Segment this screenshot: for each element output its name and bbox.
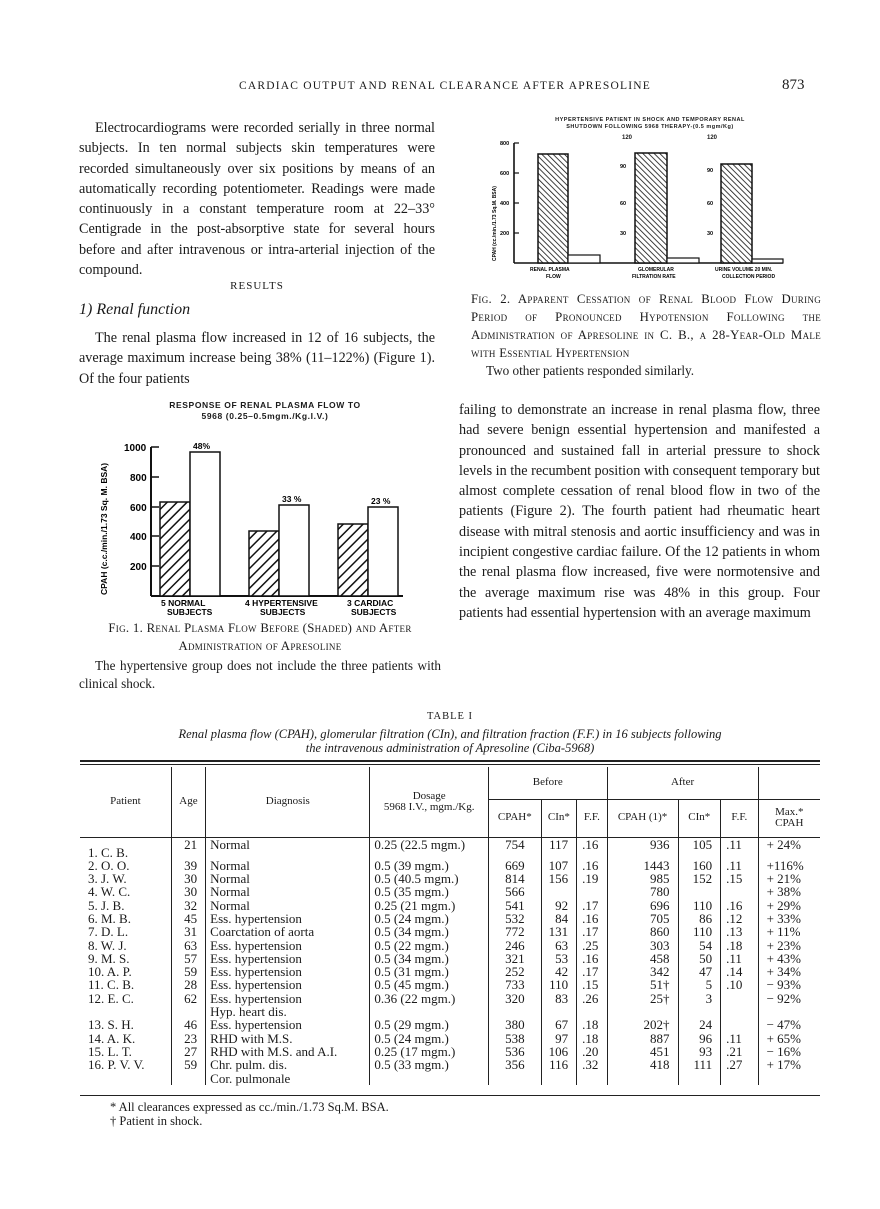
after-cpah-cell: 860: [607, 925, 678, 938]
max-cpah-cell: + 24%: [758, 837, 820, 859]
after-ff-cell: .10: [721, 978, 759, 991]
after-ff-cell: [721, 992, 759, 1019]
table-body: [80, 837, 820, 1085]
col-header-age: Age: [171, 767, 205, 837]
diagnosis-text: Normal: [210, 871, 250, 887]
svg-text:30: 30: [707, 231, 714, 237]
col-header-dosage: [370, 767, 489, 837]
dosage-cell: 0.25 (17 mgm.): [370, 1045, 489, 1058]
diagnosis-text: Ess. hypertension: [210, 990, 302, 1006]
figure-2-note: Two other patients responded similarly.: [486, 363, 695, 378]
figure-1-title-line1: RESPONSE OF RENAL PLASMA FLOW TO: [169, 400, 361, 410]
after-cpah-cell: 985: [607, 872, 678, 885]
before-cpah-cell: 566: [488, 885, 541, 898]
col-header-after-ff: F.F.: [721, 799, 759, 837]
before-ff-cell: .16: [577, 952, 607, 965]
before-cin-cell: 107: [541, 859, 576, 872]
dosage-cell: 0.5 (31 mgm.): [370, 965, 489, 978]
svg-text:GLOMERULAR: GLOMERULAR: [638, 267, 674, 273]
before-cpah-cell: 532: [488, 912, 541, 925]
diagnosis-text: Ess. hypertension: [210, 964, 302, 980]
after-ff-cell: [721, 1018, 759, 1031]
dosage-cell: 0.36 (22 mgm.): [370, 992, 489, 1019]
before-cpah-cell: 541: [488, 899, 541, 912]
patient-cell: 6. M. B.: [88, 910, 131, 926]
after-cin-cell: 105: [678, 837, 721, 859]
dosage-cell: 0.5 (40.5 mgm.): [370, 872, 489, 885]
before-ff-cell: .18: [577, 1032, 607, 1045]
diagnosis-cell: [206, 1058, 370, 1085]
table-row: [80, 952, 820, 965]
diagnosis-text: Ess. hypertension: [210, 977, 302, 993]
after-cin-cell: 111: [678, 1058, 721, 1085]
data-table: [80, 767, 820, 1085]
col-header-before-cin: CIn*: [541, 799, 576, 837]
diagnosis-cell: [206, 872, 370, 885]
before-cpah-cell: 356: [488, 1058, 541, 1085]
dosage-cell: 0.5 (34 mgm.): [370, 952, 489, 965]
max-cpah-cell: + 38%: [758, 885, 820, 898]
svg-text:60: 60: [620, 201, 627, 207]
col-header-diagnosis: Diagnosis: [206, 767, 370, 837]
svg-text:600: 600: [130, 503, 147, 514]
svg-text:SUBJECTS: SUBJECTS: [351, 607, 397, 615]
table-caption-line1: Renal plasma flow (CPAH), glomerular filtration (CIn), and filtration fraction (F.F.) in 16 subjects following: [178, 727, 722, 741]
before-ff-cell: .15: [577, 978, 607, 991]
patient-cell: 3. J. W.: [88, 871, 127, 887]
before-cpah-cell: 814: [488, 872, 541, 885]
age-cell: 30: [171, 885, 205, 898]
before-cin-cell: 116: [541, 1058, 576, 1085]
after-cin-cell: 86: [678, 912, 721, 925]
svg-text:SUBJECTS: SUBJECTS: [260, 607, 306, 615]
svg-text:800: 800: [500, 141, 510, 147]
after-cin-cell: [678, 885, 721, 898]
dosage-cell: 0.25 (21 mgm.): [370, 899, 489, 912]
table-row: [80, 899, 820, 912]
after-cin-cell: 96: [678, 1032, 721, 1045]
diagnosis-text: Ess. hypertension: [210, 950, 302, 966]
subsection-heading: 1) Renal function: [79, 301, 191, 318]
age-cell: 31: [171, 925, 205, 938]
after-cin-cell: 160: [678, 859, 721, 872]
max-cpah-cell: + 29%: [758, 899, 820, 912]
svg-text:48%: 48%: [193, 441, 211, 451]
footnote-clearances: * All clearances expressed as cc./min./1.73 Sq.M. BSA.: [110, 1100, 389, 1114]
before-ff-cell: .25: [577, 939, 607, 952]
age-cell: 23: [171, 1032, 205, 1045]
diagnosis-cell: [206, 837, 370, 859]
diagnosis-text: Normal: [210, 836, 250, 852]
svg-text:1000: 1000: [124, 443, 147, 454]
before-cin-cell: 63: [541, 939, 576, 952]
patient-cell: 11. C. B.: [88, 977, 135, 993]
max-line1: Max.*: [775, 806, 804, 818]
table-row: [80, 978, 820, 991]
after-cin-cell: 50: [678, 952, 721, 965]
diagnosis-cell: [206, 978, 370, 991]
svg-text:30: 30: [620, 231, 627, 237]
after-cpah-cell: 451: [607, 1045, 678, 1058]
svg-text:800: 800: [130, 473, 147, 484]
diagnosis-cell: [206, 912, 370, 925]
max-cpah-cell: − 92%: [758, 992, 820, 1019]
table-caption: [80, 727, 820, 755]
patient-cell: 15. L. T.: [88, 1043, 132, 1059]
svg-text:5 NORMAL: 5 NORMAL: [161, 598, 206, 608]
after-ff-cell: .11: [721, 952, 759, 965]
after-ff-cell: .14: [721, 965, 759, 978]
dosage-cell: 0.5 (45 mgm.): [370, 978, 489, 991]
diagnosis-text: Ess. hypertension: [210, 1017, 302, 1033]
after-ff-cell: [721, 885, 759, 898]
col-header-after: After: [607, 767, 758, 799]
svg-text:60: 60: [707, 201, 714, 207]
svg-text:SUBJECTS: SUBJECTS: [167, 607, 213, 615]
table-row: [80, 872, 820, 885]
patient-cell: 9. M. S.: [88, 950, 130, 966]
max-line2: CPAH: [775, 817, 804, 829]
figure-1-caption: Fig. 1. Renal Plasma Flow Before (Shaded) and After Administration of Apresoline: [108, 621, 412, 653]
svg-text:33 %: 33 %: [282, 494, 302, 504]
age-cell: 21: [171, 837, 205, 859]
table-row: [80, 912, 820, 925]
age-cell: 46: [171, 1018, 205, 1031]
dosage-cell: 0.5 (39 mgm.): [370, 859, 489, 872]
after-cpah-cell: 458: [607, 952, 678, 965]
after-cpah-cell: 51†: [607, 978, 678, 991]
age-cell: 62: [171, 992, 205, 1019]
max-cpah-cell: + 11%: [758, 925, 820, 938]
max-cpah-cell: − 47%: [758, 1018, 820, 1031]
dosage-cell: 0.5 (34 mgm.): [370, 925, 489, 938]
before-ff-cell: .32: [577, 1058, 607, 1085]
patient-cell: 4. W. C.: [88, 884, 131, 900]
diagnosis-cell: [206, 992, 370, 1019]
diagnosis-text-secondary: Cor. pulmonale: [210, 1070, 291, 1086]
svg-text:200: 200: [500, 231, 510, 237]
after-ff-cell: .11: [721, 837, 759, 859]
max-cpah-cell: + 34%: [758, 965, 820, 978]
patient-cell: 1. C. B.: [88, 844, 129, 860]
age-cell: 59: [171, 965, 205, 978]
dosage-cell: 0.5 (24 mgm.): [370, 1032, 489, 1045]
before-cpah-cell: 246: [488, 939, 541, 952]
before-cin-cell: [541, 885, 576, 898]
before-cpah-cell: 754: [488, 837, 541, 859]
after-ff-cell: .16: [721, 899, 759, 912]
after-cpah-cell: 936: [607, 837, 678, 859]
diagnosis-cell: [206, 885, 370, 898]
dosage-cell: 0.5 (29 mgm.): [370, 1018, 489, 1031]
diagnosis-cell: [206, 1045, 370, 1058]
after-cpah-cell: 303: [607, 939, 678, 952]
table-caption-line2: the intravenous administration of Apresoline (Ciba-5968): [305, 741, 595, 755]
col-header-max-spacer: [758, 767, 820, 799]
before-ff-cell: .16: [577, 837, 607, 859]
before-ff-cell: .20: [577, 1045, 607, 1058]
table-row: [80, 1018, 820, 1031]
diagnosis-text: Coarctation of aorta: [210, 924, 315, 940]
after-cin-cell: 5: [678, 978, 721, 991]
before-cpah-cell: 321: [488, 952, 541, 965]
table-label: TABLE I: [426, 711, 474, 722]
col-header-before-cpah: CPAH*: [488, 799, 541, 837]
after-ff-cell: .11: [721, 859, 759, 872]
before-ff-cell: .18: [577, 1018, 607, 1031]
after-cin-cell: 110: [678, 899, 721, 912]
before-ff-cell: .17: [577, 925, 607, 938]
age-cell: 27: [171, 1045, 205, 1058]
age-cell: 30: [171, 872, 205, 885]
figure-1-chart: [85, 425, 415, 615]
patient-cell: 13. S. H.: [88, 1017, 134, 1033]
col-header-after-cpah: CPAH (1)*: [607, 799, 678, 837]
svg-text:90: 90: [620, 164, 627, 170]
dosage-line1: Dosage: [412, 789, 446, 802]
before-cin-cell: 83: [541, 992, 576, 1019]
diagnosis-text: RHD with M.S. and A.I.: [210, 1043, 338, 1059]
svg-text:COLLECTION PERIOD: COLLECTION PERIOD: [722, 274, 776, 280]
patient-cell: 8. W. J.: [88, 937, 127, 953]
dosage-cell: 0.5 (22 mgm.): [370, 939, 489, 952]
after-cin-cell: 110: [678, 925, 721, 938]
after-ff-cell: .12: [721, 912, 759, 925]
col-header-patient: Patient: [110, 795, 141, 808]
after-cpah-cell: 418: [607, 1058, 678, 1085]
right-column-paragraph: failing to demonstrate an increase in renal plasma flow, three had severe benign essential hypertension and manifested a pronounced and sustained fall in arterial pressure to shock levels in the recumbent position with consequent temporary but almost complete cessation of renal blood flow in two of the patients (Figure 2). The fourth patient had rheumatic heart disease with mitral stenosis and aortic insufficiency and was in incipient congestive cardiac failure. Of the 12 patients in whom the renal plasma flow increased, five were normotensive and the average maximum rise was 48% in this group. Four patients had essential hypertension with an average maximum: [459, 402, 820, 621]
table-bottom-rule: [80, 1095, 820, 1096]
figure-1-title: [100, 400, 430, 422]
before-cpah-cell: 772: [488, 925, 541, 938]
diagnosis-text-secondary: Hyp. heart dis.: [210, 1004, 287, 1020]
after-ff-cell: .15: [721, 872, 759, 885]
after-cpah-cell: 202†: [607, 1018, 678, 1031]
patient-cell: 10. A. P.: [88, 964, 132, 980]
table-top-rule: [80, 760, 820, 762]
svg-text:90: 90: [707, 168, 714, 174]
age-cell: 59: [171, 1058, 205, 1085]
diagnosis-text: Normal: [210, 884, 250, 900]
after-cin-cell: 93: [678, 1045, 721, 1058]
figure-2-caption: Fig. 2. Apparent Cessation of Renal Blood Flow During Period of Pronounced Hypotension Following the Administration of Apresoline in C. B., a 28-Year-Old Male with Essential Hypertension: [471, 292, 821, 360]
figure-2-chart: [488, 135, 788, 285]
before-cin-cell: 67: [541, 1018, 576, 1031]
diagnosis-cell: [206, 1018, 370, 1031]
after-cin-cell: 152: [678, 872, 721, 885]
before-cpah-cell: 320: [488, 992, 541, 1019]
before-ff-cell: .19: [577, 872, 607, 885]
footnote-shock: † Patient in shock.: [110, 1114, 203, 1128]
before-ff-cell: .17: [577, 899, 607, 912]
section-heading: RESULTS: [230, 280, 284, 292]
figure-2-panel3-top-tick: 120: [707, 135, 718, 141]
before-ff-cell: .16: [577, 912, 607, 925]
after-cpah-cell: 1443: [607, 859, 678, 872]
before-cin-cell: 110: [541, 978, 576, 991]
svg-text:4 HYPERTENSIVE: 4 HYPERTENSIVE: [245, 598, 318, 608]
before-cin-cell: 156: [541, 872, 576, 885]
before-cpah-cell: 252: [488, 965, 541, 978]
after-ff-cell: .21: [721, 1045, 759, 1058]
before-ff-cell: .16: [577, 859, 607, 872]
max-cpah-cell: + 33%: [758, 912, 820, 925]
before-cin-cell: 84: [541, 912, 576, 925]
age-cell: 45: [171, 912, 205, 925]
table-row: [80, 1058, 820, 1085]
dosage-cell: 0.5 (24 mgm.): [370, 912, 489, 925]
intro-paragraph: Electrocardiograms were recorded serially in three normal subjects. In ten normal subjects skin temperatures were recorded simultaneously over six positions by means of an automatically recording potentiometer. Readings were made continuously in a constant temperature room at 22–33° Centigrade in the post-absorptive state for several hours before and after intravenous or intra-arterial injection of the compound.: [79, 120, 435, 279]
y-ticks: [151, 447, 159, 566]
table-row: [80, 965, 820, 978]
svg-text:600: 600: [500, 171, 510, 177]
page-number: 873: [782, 77, 805, 93]
max-cpah-cell: + 21%: [758, 872, 820, 885]
table-row: [80, 1032, 820, 1045]
before-cpah-cell: 380: [488, 1018, 541, 1031]
svg-text:400: 400: [130, 532, 147, 543]
after-ff-cell: .11: [721, 1032, 759, 1045]
after-cpah-cell: 780: [607, 885, 678, 898]
col-header-after-cin: CIn*: [678, 799, 721, 837]
patient-cell: 2. O. O.: [88, 857, 130, 873]
running-title: CARDIAC OUTPUT AND RENAL CLEARANCE AFTER APRESOLINE: [239, 80, 651, 92]
age-cell: 57: [171, 952, 205, 965]
results-paragraph: The renal plasma flow increased in 12 of 16 subjects, the average maximum increase being 38% (11–122%) (Figure 1). Of the four patients: [79, 330, 435, 387]
figure-1-note: The hypertensive group does not include the three patients with clinical shock.: [79, 658, 441, 691]
before-cin-cell: 92: [541, 899, 576, 912]
figure-2-title-line1: HYPERTENSIVE PATIENT IN SHOCK AND TEMPORARY RENAL: [555, 117, 745, 123]
before-cin-cell: 131: [541, 925, 576, 938]
patient-cell: 7. D. L.: [88, 924, 129, 940]
svg-text:RENAL PLASMA: RENAL PLASMA: [530, 267, 570, 273]
max-cpah-cell: − 16%: [758, 1045, 820, 1058]
figure-1-title-line2: 5968 (0.25–0.5mgm./Kg.I.V.): [201, 411, 329, 421]
diagnosis-text: Chr. pulm. dis.: [210, 1057, 288, 1073]
svg-text:23 %: 23 %: [371, 496, 391, 506]
svg-text:200: 200: [130, 562, 147, 573]
table-row: [80, 1045, 820, 1058]
col-header-before: Before: [488, 767, 607, 799]
dosage-cell: 0.25 (22.5 mgm.): [370, 837, 489, 859]
dosage-cell: 0.5 (33 mgm.): [370, 1058, 489, 1085]
patient-cell: 12. E. C.: [88, 990, 134, 1006]
table-row: [80, 939, 820, 952]
after-ff-cell: .27: [721, 1058, 759, 1085]
diagnosis-cell: [206, 899, 370, 912]
after-cpah-cell: 25†: [607, 992, 678, 1019]
svg-text:FILTRATION RATE: FILTRATION RATE: [632, 274, 676, 280]
before-ff-cell: [577, 885, 607, 898]
after-cin-cell: 54: [678, 939, 721, 952]
age-cell: 28: [171, 978, 205, 991]
age-cell: 63: [171, 939, 205, 952]
svg-text:3 CARDIAC: 3 CARDIAC: [347, 598, 394, 608]
max-cpah-cell: +116%: [758, 859, 820, 872]
before-cin-cell: 117: [541, 837, 576, 859]
max-cpah-cell: + 23%: [758, 939, 820, 952]
after-ff-cell: .18: [721, 939, 759, 952]
dosage-line2: 5968 I.V., mgm./Kg.: [383, 800, 475, 813]
patient-cell: 16. P. V. V.: [88, 1057, 145, 1073]
before-cin-cell: 53: [541, 952, 576, 965]
table-top-rule-2: [80, 764, 820, 765]
diagnosis-cell: [206, 939, 370, 952]
figure-1: [100, 400, 430, 422]
patient-cell: 14. A. K.: [88, 1030, 136, 1046]
diagnosis-text: Normal: [210, 857, 250, 873]
after-cpah-cell: 705: [607, 912, 678, 925]
svg-text:400: 400: [500, 201, 510, 207]
after-cpah-cell: 696: [607, 899, 678, 912]
before-cpah-cell: 536: [488, 1045, 541, 1058]
diagnosis-cell: [206, 859, 370, 872]
diagnosis-cell: [206, 1032, 370, 1045]
before-cpah-cell: 733: [488, 978, 541, 991]
diagnosis-text: RHD with M.S.: [210, 1030, 293, 1046]
max-cpah-cell: + 17%: [758, 1058, 820, 1085]
after-cpah-cell: 887: [607, 1032, 678, 1045]
after-ff-cell: .13: [721, 925, 759, 938]
figure-2-panel2-top-tick: 120: [622, 135, 633, 141]
col-header-before-ff: F.F.: [577, 799, 607, 837]
figure-2-title-line2: SHUTDOWN FOLLOWING 5968 THERAPY-(0.5 mgm/Kg): [566, 124, 734, 130]
before-cpah-cell: 669: [488, 859, 541, 872]
age-cell: 32: [171, 899, 205, 912]
before-cin-cell: 106: [541, 1045, 576, 1058]
age-cell: 39: [171, 859, 205, 872]
max-cpah-cell: + 43%: [758, 952, 820, 965]
table-row: [80, 925, 820, 938]
after-cpah-cell: 342: [607, 965, 678, 978]
table-row: [80, 859, 820, 872]
col-header-max-cpah: [758, 799, 820, 837]
after-cin-cell: 47: [678, 965, 721, 978]
after-cin-cell: 24: [678, 1018, 721, 1031]
before-ff-cell: .17: [577, 965, 607, 978]
max-cpah-cell: − 93%: [758, 978, 820, 991]
diagnosis-cell: [206, 925, 370, 938]
figure-2-title: [505, 117, 795, 131]
diagnosis-text: Normal: [210, 897, 250, 913]
diagnosis-cell: [206, 965, 370, 978]
before-ff-cell: .26: [577, 992, 607, 1019]
diagnosis-text: Ess. hypertension: [210, 937, 302, 953]
dosage-cell: 0.5 (35 mgm.): [370, 885, 489, 898]
svg-text:CPAH (c.c./min./1.73 Sq. M. BS: CPAH (c.c./min./1.73 Sq. M. BSA): [99, 462, 109, 595]
patient-cell: 5. J. B.: [88, 897, 125, 913]
table-row: [80, 992, 820, 1019]
after-cin-cell: 3: [678, 992, 721, 1019]
max-cpah-cell: + 65%: [758, 1032, 820, 1045]
diagnosis-text: Ess. hypertension: [210, 910, 302, 926]
before-cin-cell: 97: [541, 1032, 576, 1045]
before-cin-cell: 42: [541, 965, 576, 978]
svg-text:CPAH (cc./min./1.73 Sq.M. BSA): CPAH (cc./min./1.73 Sq.M. BSA): [492, 186, 498, 261]
before-cpah-cell: 538: [488, 1032, 541, 1045]
svg-text:URINE VOLUME 20 MIN.: URINE VOLUME 20 MIN.: [715, 267, 773, 273]
table-row: [80, 837, 820, 859]
svg-text:FLOW: FLOW: [546, 274, 561, 280]
table-row: [80, 885, 820, 898]
diagnosis-cell: [206, 952, 370, 965]
